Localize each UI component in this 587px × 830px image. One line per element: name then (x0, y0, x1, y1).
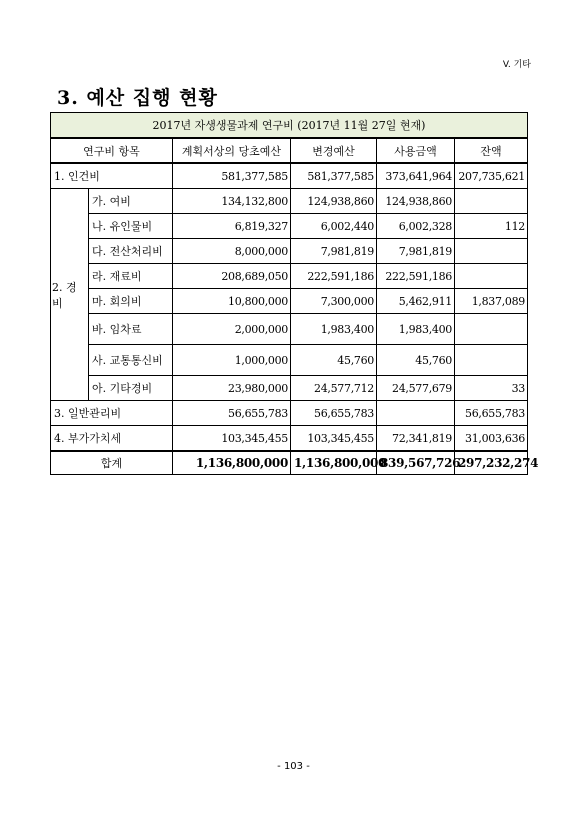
revised-budget-cell: 56,655,783 (291, 401, 377, 426)
page-number: - 103 - (277, 761, 310, 772)
total-balance: 297,232,274 (455, 451, 528, 475)
total-original-budget: 1,136,800,000 (173, 451, 291, 475)
table-row (51, 345, 528, 376)
row-label: 나. 유인물비 (89, 214, 173, 239)
used-amount-cell: 7,981,819 (377, 239, 455, 264)
budget-table (50, 112, 539, 475)
row-label: 마. 회의비 (89, 289, 173, 314)
balance-cell: 56,655,783 (455, 401, 528, 426)
original-budget-cell: 208,689,050 (173, 264, 291, 289)
balance-cell: 207,735,621 (455, 163, 528, 189)
row-label: 바. 임차료 (89, 314, 173, 345)
balance-cell (455, 345, 528, 376)
table-row (51, 163, 528, 189)
balance-cell: 112 (455, 214, 528, 239)
table-caption: 2017년 자생생물과제 연구비 (2017년 11월 27일 현재) (51, 113, 528, 139)
used-amount-cell: 45,760 (377, 345, 455, 376)
table-caption-row (51, 113, 528, 139)
original-budget-cell: 581,377,585 (173, 163, 291, 189)
table-row (51, 289, 528, 314)
column-header: 연구비 항목 (51, 138, 173, 163)
used-amount-cell: 1,983,400 (377, 314, 455, 345)
group-label: 2. 경비 (51, 189, 89, 401)
row-label: 1. 인건비 (51, 163, 173, 189)
revised-budget-cell: 45,760 (291, 345, 377, 376)
section-title: 3. 예산 집행 현황 (57, 87, 218, 109)
column-header: 잔액 (455, 138, 528, 163)
table-row (51, 401, 528, 426)
table-header-row (51, 138, 528, 163)
running-head: V. 기타 (502, 60, 531, 70)
revised-budget-cell: 24,577,712 (291, 376, 377, 401)
balance-cell (455, 239, 528, 264)
revised-budget-cell: 7,981,819 (291, 239, 377, 264)
original-budget-cell: 1,000,000 (173, 345, 291, 376)
revised-budget-cell: 7,300,000 (291, 289, 377, 314)
row-label: 가. 여비 (89, 189, 173, 214)
original-budget-cell: 6,819,327 (173, 214, 291, 239)
revised-budget-cell: 124,938,860 (291, 189, 377, 214)
total-revised-budget: 1,136,800,000 (291, 451, 377, 475)
row-label: 3. 일반관리비 (51, 401, 173, 426)
used-amount-cell: 72,341,819 (377, 426, 455, 452)
original-budget-cell: 8,000,000 (173, 239, 291, 264)
balance-cell (455, 189, 528, 214)
revised-budget-cell: 1,983,400 (291, 314, 377, 345)
original-budget-cell: 56,655,783 (173, 401, 291, 426)
table-row (51, 376, 528, 401)
table-row (51, 314, 528, 345)
total-row (51, 451, 528, 475)
used-amount-cell: 24,577,679 (377, 376, 455, 401)
used-amount-cell: 124,938,860 (377, 189, 455, 214)
table-row (51, 189, 528, 214)
total-label: 합계 (51, 451, 173, 475)
table-row (51, 214, 528, 239)
revised-budget-cell: 6,002,440 (291, 214, 377, 239)
balance-cell (455, 264, 528, 289)
row-label: 4. 부가가치세 (51, 426, 173, 452)
used-amount-cell: 373,641,964 (377, 163, 455, 189)
used-amount-cell (377, 401, 455, 426)
original-budget-cell: 134,132,800 (173, 189, 291, 214)
row-label: 라. 재료비 (89, 264, 173, 289)
used-amount-cell: 6,002,328 (377, 214, 455, 239)
original-budget-cell: 103,345,455 (173, 426, 291, 452)
balance-cell (455, 314, 528, 345)
total-used-amount: 839,567,726 (377, 451, 455, 475)
table-row (51, 264, 528, 289)
original-budget-cell: 2,000,000 (173, 314, 291, 345)
revised-budget-cell: 222,591,186 (291, 264, 377, 289)
row-label: 다. 전산처리비 (89, 239, 173, 264)
revised-budget-cell: 581,377,585 (291, 163, 377, 189)
table-row (51, 426, 528, 452)
column-header: 계획서상의 당초예산 (173, 138, 291, 163)
original-budget-cell: 23,980,000 (173, 376, 291, 401)
balance-cell: 1,837,089 (455, 289, 528, 314)
balance-cell: 33 (455, 376, 528, 401)
used-amount-cell: 222,591,186 (377, 264, 455, 289)
revised-budget-cell: 103,345,455 (291, 426, 377, 452)
column-header: 사용금액 (377, 138, 455, 163)
balance-cell: 31,003,636 (455, 426, 528, 452)
row-label: 아. 기타경비 (89, 376, 173, 401)
used-amount-cell: 5,462,911 (377, 289, 455, 314)
row-label: 사. 교통통신비 (89, 345, 173, 376)
column-header: 변경예산 (291, 138, 377, 163)
table-row (51, 239, 528, 264)
original-budget-cell: 10,800,000 (173, 289, 291, 314)
